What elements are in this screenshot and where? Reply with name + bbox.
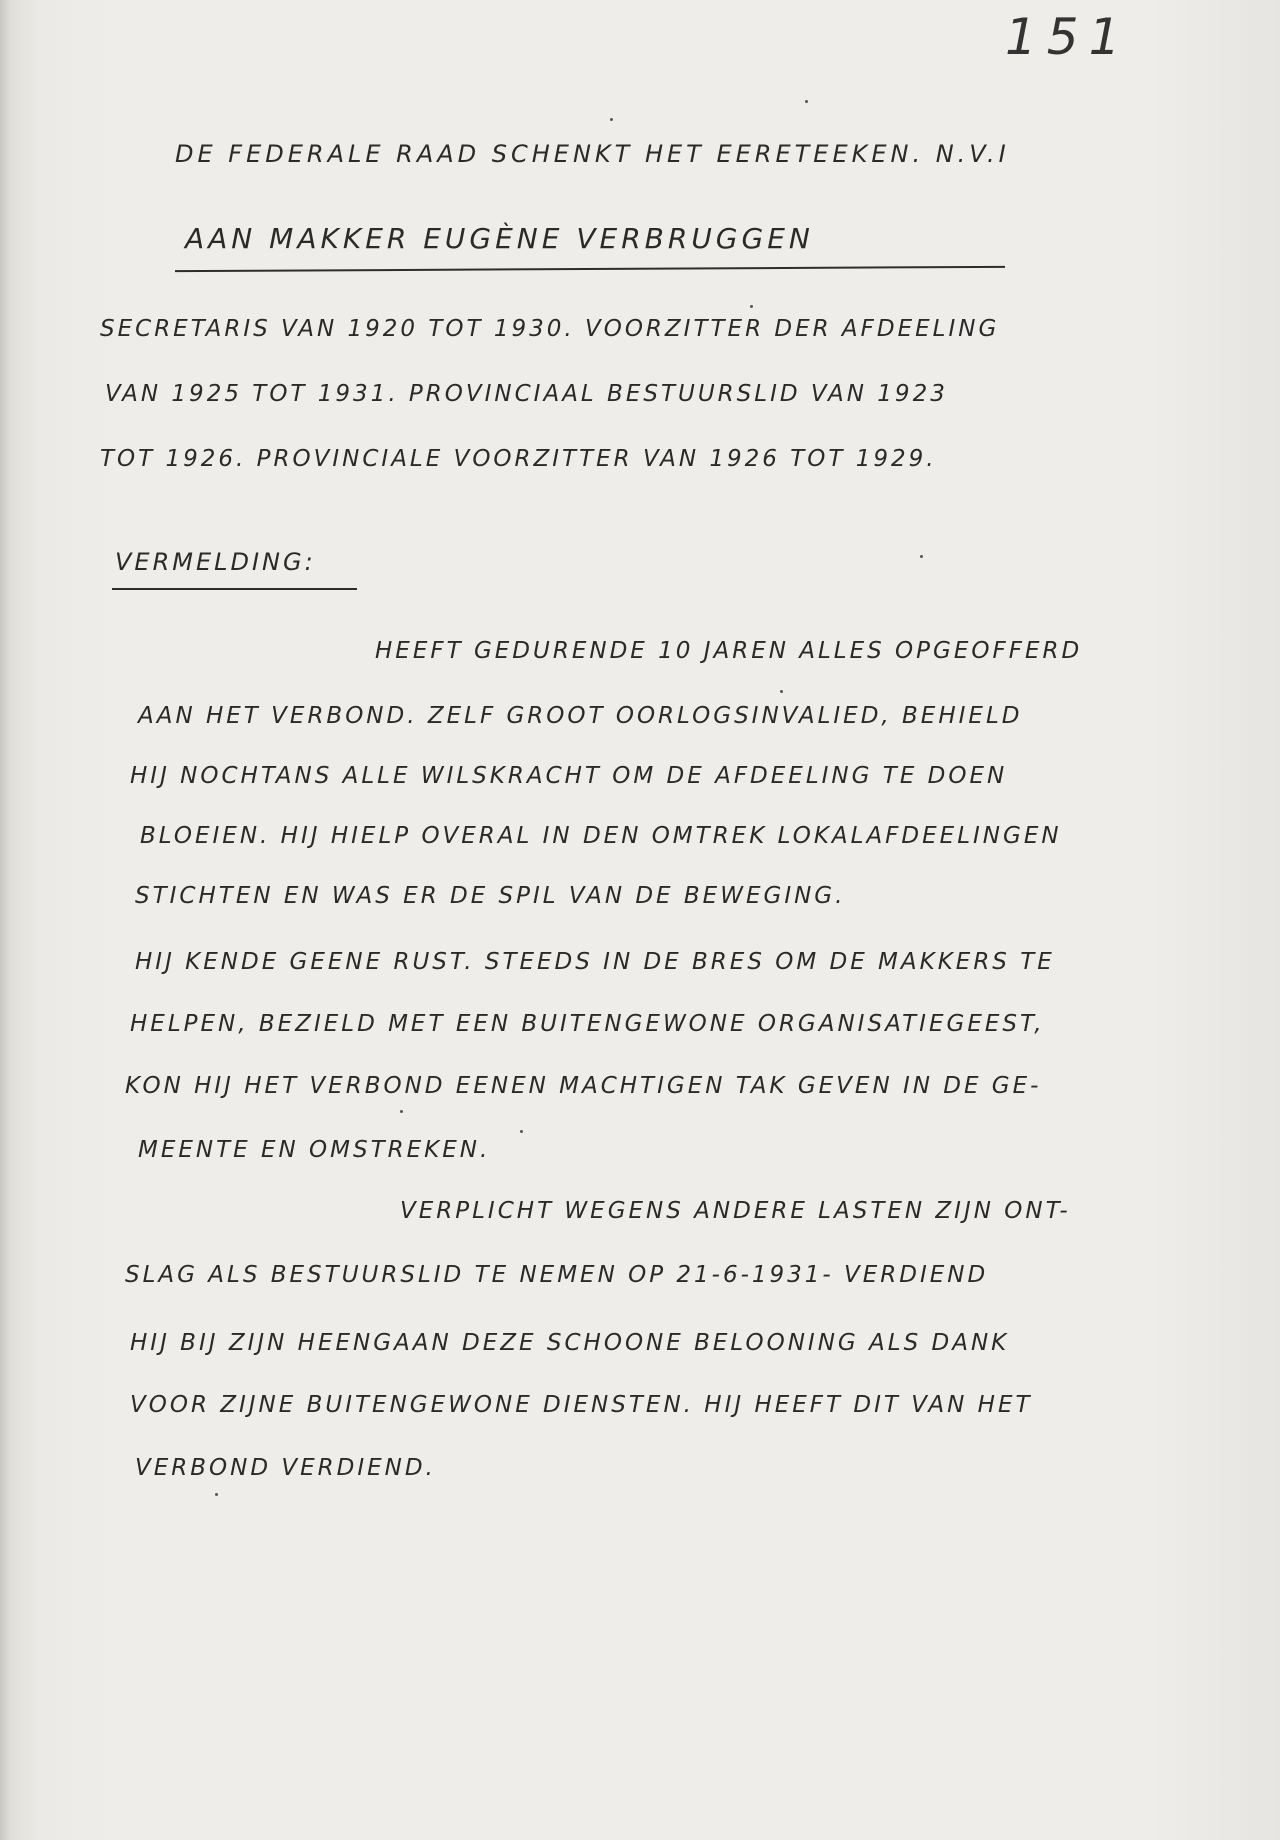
section-heading-underline [112, 588, 357, 590]
record-line: TOT 1926. PROVINCIALE VOORZITTER VAN 1926 TOT 1929. [100, 446, 937, 472]
body-line: STICHTEN EN WAS ER DE SPIL VAN DE BEWEGING. [135, 883, 846, 909]
body-line: BLOEIEN. HIJ HIELP OVERAL IN DEN OMTREK LOKALAFDEELINGEN [140, 823, 1062, 849]
body-line: HELPEN, BEZIELD MET EEN BUITENGEWONE ORGANISATIEGEEST, [130, 1011, 1045, 1037]
paper-speck [400, 1110, 403, 1113]
paper-speck [780, 690, 783, 693]
body-line: HEEFT GEDURENDE 10 JAREN ALLES OPGEOFFERD [375, 638, 1083, 664]
body-line: MEENTE EN OMSTREKEN. [138, 1137, 491, 1163]
page-number: 151 [1005, 8, 1131, 66]
record-line: VAN 1925 TOT 1931. PROVINCIAAL BESTUURSLID VAN 1923 [105, 381, 948, 407]
title-line-2: AAN MAKKER EUGÈNE VERBRUGGEN [185, 222, 814, 255]
body-line: AAN HET VERBOND. ZELF GROOT OORLOGSINVALIED, BEHIELD [138, 703, 1023, 729]
paper-speck [805, 100, 808, 103]
section-heading: VERMELDING: [115, 548, 316, 576]
body-line: VOOR ZIJNE BUITENGEWONE DIENSTEN. HIJ HEEFT DIT VAN HET [130, 1392, 1033, 1418]
body-line: HIJ NOCHTANS ALLE WILSKRACHT OM DE AFDEELING TE DOEN [130, 763, 1008, 789]
title-underline [175, 266, 1005, 272]
paper-speck [610, 118, 613, 121]
title-line-1: DE FEDERALE RAAD SCHENKT HET EERETEEKEN. N.V.I [175, 140, 1010, 168]
body-line: KON HIJ HET VERBOND EENEN MACHTIGEN TAK GEVEN IN DE GE- [125, 1073, 1042, 1099]
paper-speck [750, 305, 753, 308]
body-line: VERBOND VERDIEND. [135, 1455, 436, 1481]
paper-speck [215, 1493, 218, 1496]
paper-speck [520, 1130, 523, 1133]
page-edge-shadow [0, 0, 10, 1840]
body-line: HIJ KENDE GEENE RUST. STEEDS IN DE BRES OM DE MAKKERS TE [135, 949, 1055, 975]
body-line: VERPLICHT WEGENS ANDERE LASTEN ZIJN ONT- [400, 1198, 1071, 1224]
paper-speck [920, 555, 923, 558]
body-line: SLAG ALS BESTUURSLID TE NEMEN OP 21-6-1931- VERDIEND [125, 1262, 989, 1288]
record-line: SECRETARIS VAN 1920 TOT 1930. VOORZITTER DER AFDEELING [100, 316, 1000, 342]
body-line: HIJ BIJ ZIJN HEENGAAN DEZE SCHOONE BELOONING ALS DANK [130, 1330, 1010, 1356]
